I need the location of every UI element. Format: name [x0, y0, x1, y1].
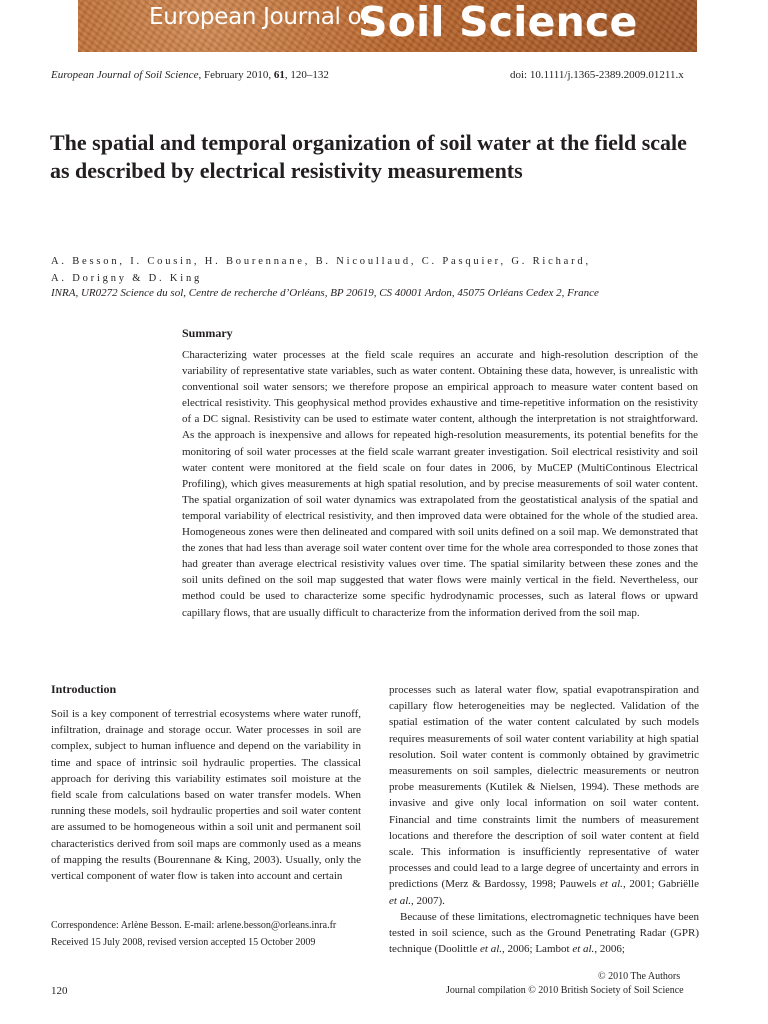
body-text-italic: et al. — [572, 943, 595, 956]
affiliation: INRA, UR0272 Science du sol, Centre de recherche d’Orléans, BP 20619, CS 40001 Ardon, 45075 Orléans Cedex 2, France — [51, 287, 599, 299]
introduction-heading: Introduction — [51, 682, 117, 696]
journal-banner — [78, 0, 697, 52]
copyright-notice: © 2010 The Authors — [598, 971, 681, 982]
author-line: A. Besson, I. Cousin, H. Bourennane, B. Nicoullaud, C. Pasquier, G. Richard, — [51, 256, 591, 267]
citation-pages: , 120–132 — [284, 69, 329, 81]
journal-name-prefix: European Journal of — [149, 4, 370, 30]
author-line: A. Dorigny & D. King — [51, 273, 203, 284]
body-column-right — [389, 682, 699, 957]
page-number: 120 — [51, 985, 68, 997]
journal-name-main: Soil Science — [358, 0, 638, 46]
citation-line — [51, 69, 329, 81]
body-text: , 2007). — [411, 894, 445, 907]
article-title: The spatial and temporal organization of soil water at the field scale as described by electrical resistivity measurements — [50, 130, 687, 183]
correspondence-note: Correspondence: Arlène Besson. E-mail: arlene.besson@orleans.inra.fr — [51, 920, 337, 931]
body-column-left: Soil is a key component of terrestrial ecosystems where water runoff, infiltration, drainage and storage occur. Water processes in soil are complex, subject to human influence and depend on the variability in time and space of intrinsic soil hydraulic properties. The classical approach for deriving this variability estimates soil moisture at the field scale from calculations based on water transfer models. When running these models, soil hydraulic properties and soil water content are assumed to be homogeneous within a soil unit and permanent soil characteristics derived from soil maps are commonly used as a means of mapping the results (Bourennane & King, 2003). Usually, only the vertical component of water flow is taken into account and certain — [51, 708, 361, 883]
body-text: Because of these limitations, electromagnetic techniques have been tested in soil science, such as the Ground Penetrating Radar (GPR) technique (Doolittle — [389, 910, 699, 956]
received-note: Received 15 July 2008, revised version accepted 15 October 2009 — [51, 937, 316, 948]
summary-heading: Summary — [182, 326, 233, 340]
body-paragraph — [389, 909, 699, 958]
body-text: , 2006; Lambot — [502, 943, 573, 956]
citation-journal: European Journal of Soil Science — [51, 69, 199, 81]
journal-compilation: Journal compilation © 2010 British Society of Soil Science — [446, 985, 684, 996]
body-text: , 2001; Gabriëlle — [622, 878, 699, 891]
doi: doi: 10.1111/j.1365-2389.2009.01211.x — [510, 69, 684, 81]
body-text-italic: et al. — [389, 894, 411, 907]
citation-volume: 61 — [273, 69, 285, 81]
body-paragraph — [389, 682, 699, 909]
body-text: processes such as lateral water flow, spatial evapotranspiration and capillary flow heterogeneities may be neglected. Validation of the spatial estimation of the water content calculated by such models requires measurements of soil water content variability at high spatial resolution. Soil water content is commonly obtained by gravimetric measurements on soil samples, dielectric measurements or neutron probe measurements (Kutilek & Nielsen, 1994). These methods are invasive and give only local information on soil water content. Financial and time constraints limit the numbers of measurement locations and therefore the description of soil water content at field scale. This information is insufficiently representative of water processes and could lead to a large degree of uncertainty and errors in predictions (Merz & Bardossy, 1998; Pauwels — [389, 684, 699, 891]
body-text-italic: et al. — [480, 943, 503, 956]
summary-text: Characterizing water processes at the field scale requires an accurate and high-resolution description of the variability of representative state variables, such as water content. Obtaining these data, however, is unrealistic with conventional soil water sensors; we therefore propose an empirical approach to measure water content based on electrical resistivity. This geophysical method provides exhaustive and time-repetitive information on the resistivity of a DC signal. Resistivity can be used to estimate water content, although the interpretation is not straightforward. As the approach is inexpensive and allows for repeated high-resolution measurements, its potential benefits for the monitoring of soil water processes at the field scale warrant greater investigation. Soil electrical resistivity and soil water content were monitored at the field scale on four dates in 2006, by MuCEP (MultiContinous Electrical Profiling), which gives measurements at high spatial resolution, and by precise measurements of soil water content. The spatial organization of soil water dynamics was extrapolated from the geostatistical analysis of the spatial and temporal variability of electrical resistivity, and then improved data were obtained for the whole of the studied area. Homogeneous zones were then delineated and compared with soil units defined on a soil map. We demonstrated that the zones that had less than average soil water content over time for the whole area corresponded to those zones that had greater than average electrical resistivity values over time. The spatial similarity between these zones and the soil units defined on the soil map suggested that water flows were mainly vertical in the field. Nevertheless, our method could be used to characterize some specific hydrodynamic processes, such as lateral flows or upward capillary flows, that are usually difficult to characterize from the information derived from the soil map. — [182, 349, 698, 619]
body-text-italic: et al. — [600, 878, 623, 891]
author-list — [51, 253, 711, 287]
citation-details: , February 2010, — [198, 69, 274, 81]
body-text: , 2006; — [594, 943, 625, 956]
